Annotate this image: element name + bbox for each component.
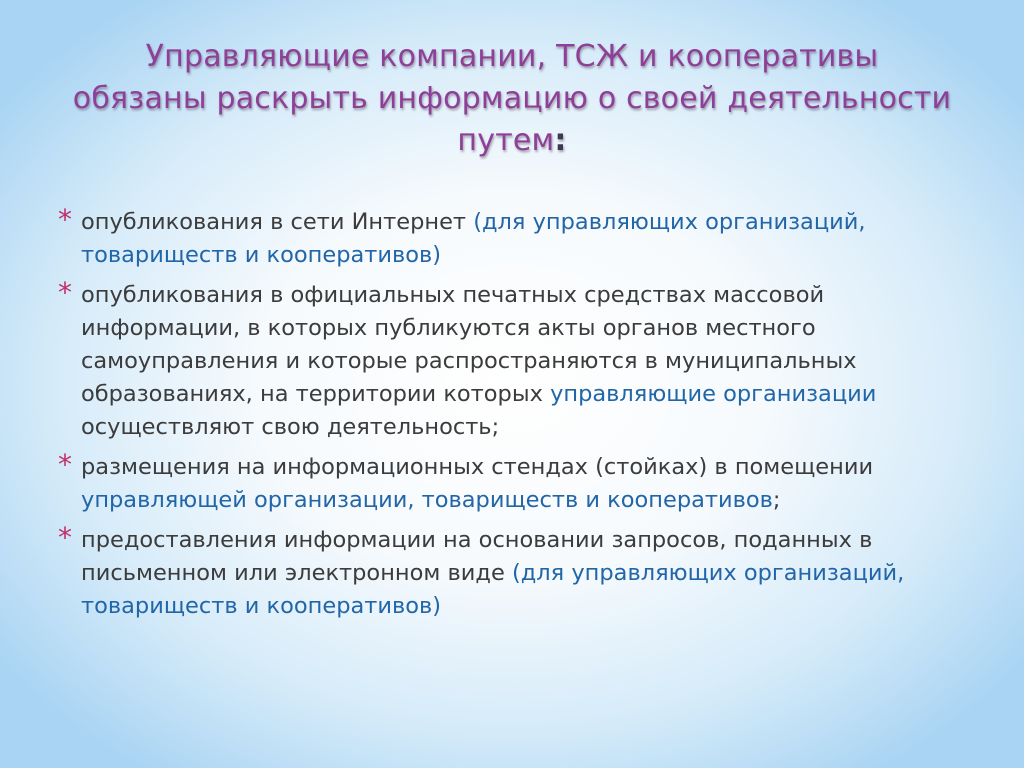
item-accent-text: (для управляющих организаций, товариществ и кооперативов) — [81, 209, 866, 268]
list-item — [56, 203, 966, 272]
title-line-2: обязаны раскрыть информацию о своей деятельности — [72, 81, 952, 116]
asterisk-bullet-icon: * — [58, 276, 72, 309]
item-accent-text: (для управляющих организаций, товариществ и кооперативов) — [81, 560, 905, 619]
list-item — [56, 448, 966, 517]
bullet-list — [56, 203, 966, 630]
asterisk-bullet-icon: * — [58, 448, 72, 481]
title-line-1: Управляющие компании, ТСЖ и кооперативы — [145, 39, 879, 74]
list-item — [56, 276, 966, 444]
list-item — [56, 521, 966, 623]
item-text: предоставления информации на основании запросов, поданных в письменном или электронном виде — [81, 527, 873, 586]
item-text: опубликования в сети Интернет — [81, 209, 474, 235]
title-line-3 — [40, 120, 984, 162]
slide-title — [40, 36, 984, 162]
item-accent-text: управляющей организации, товариществ и кооперативов — [81, 487, 773, 513]
item-tail-text: осуществляют свою деятельность; — [81, 414, 500, 440]
title-colon: : — [554, 123, 567, 158]
item-accent-text: управляющие организации — [550, 381, 877, 407]
asterisk-bullet-icon: * — [58, 521, 72, 554]
item-text: размещения на информационных стендах (стойках) в помещении — [81, 454, 874, 480]
item-tail-text: ; — [772, 487, 781, 513]
asterisk-bullet-icon: * — [58, 203, 72, 236]
title-line-3-text: путем — [457, 123, 555, 158]
item-text: опубликования в официальных печатных средствах массовой информации, в которых публикуются акты органов местного самоуправления и которые распространяются в муниципальных образованиях, на территории которых — [81, 282, 857, 407]
